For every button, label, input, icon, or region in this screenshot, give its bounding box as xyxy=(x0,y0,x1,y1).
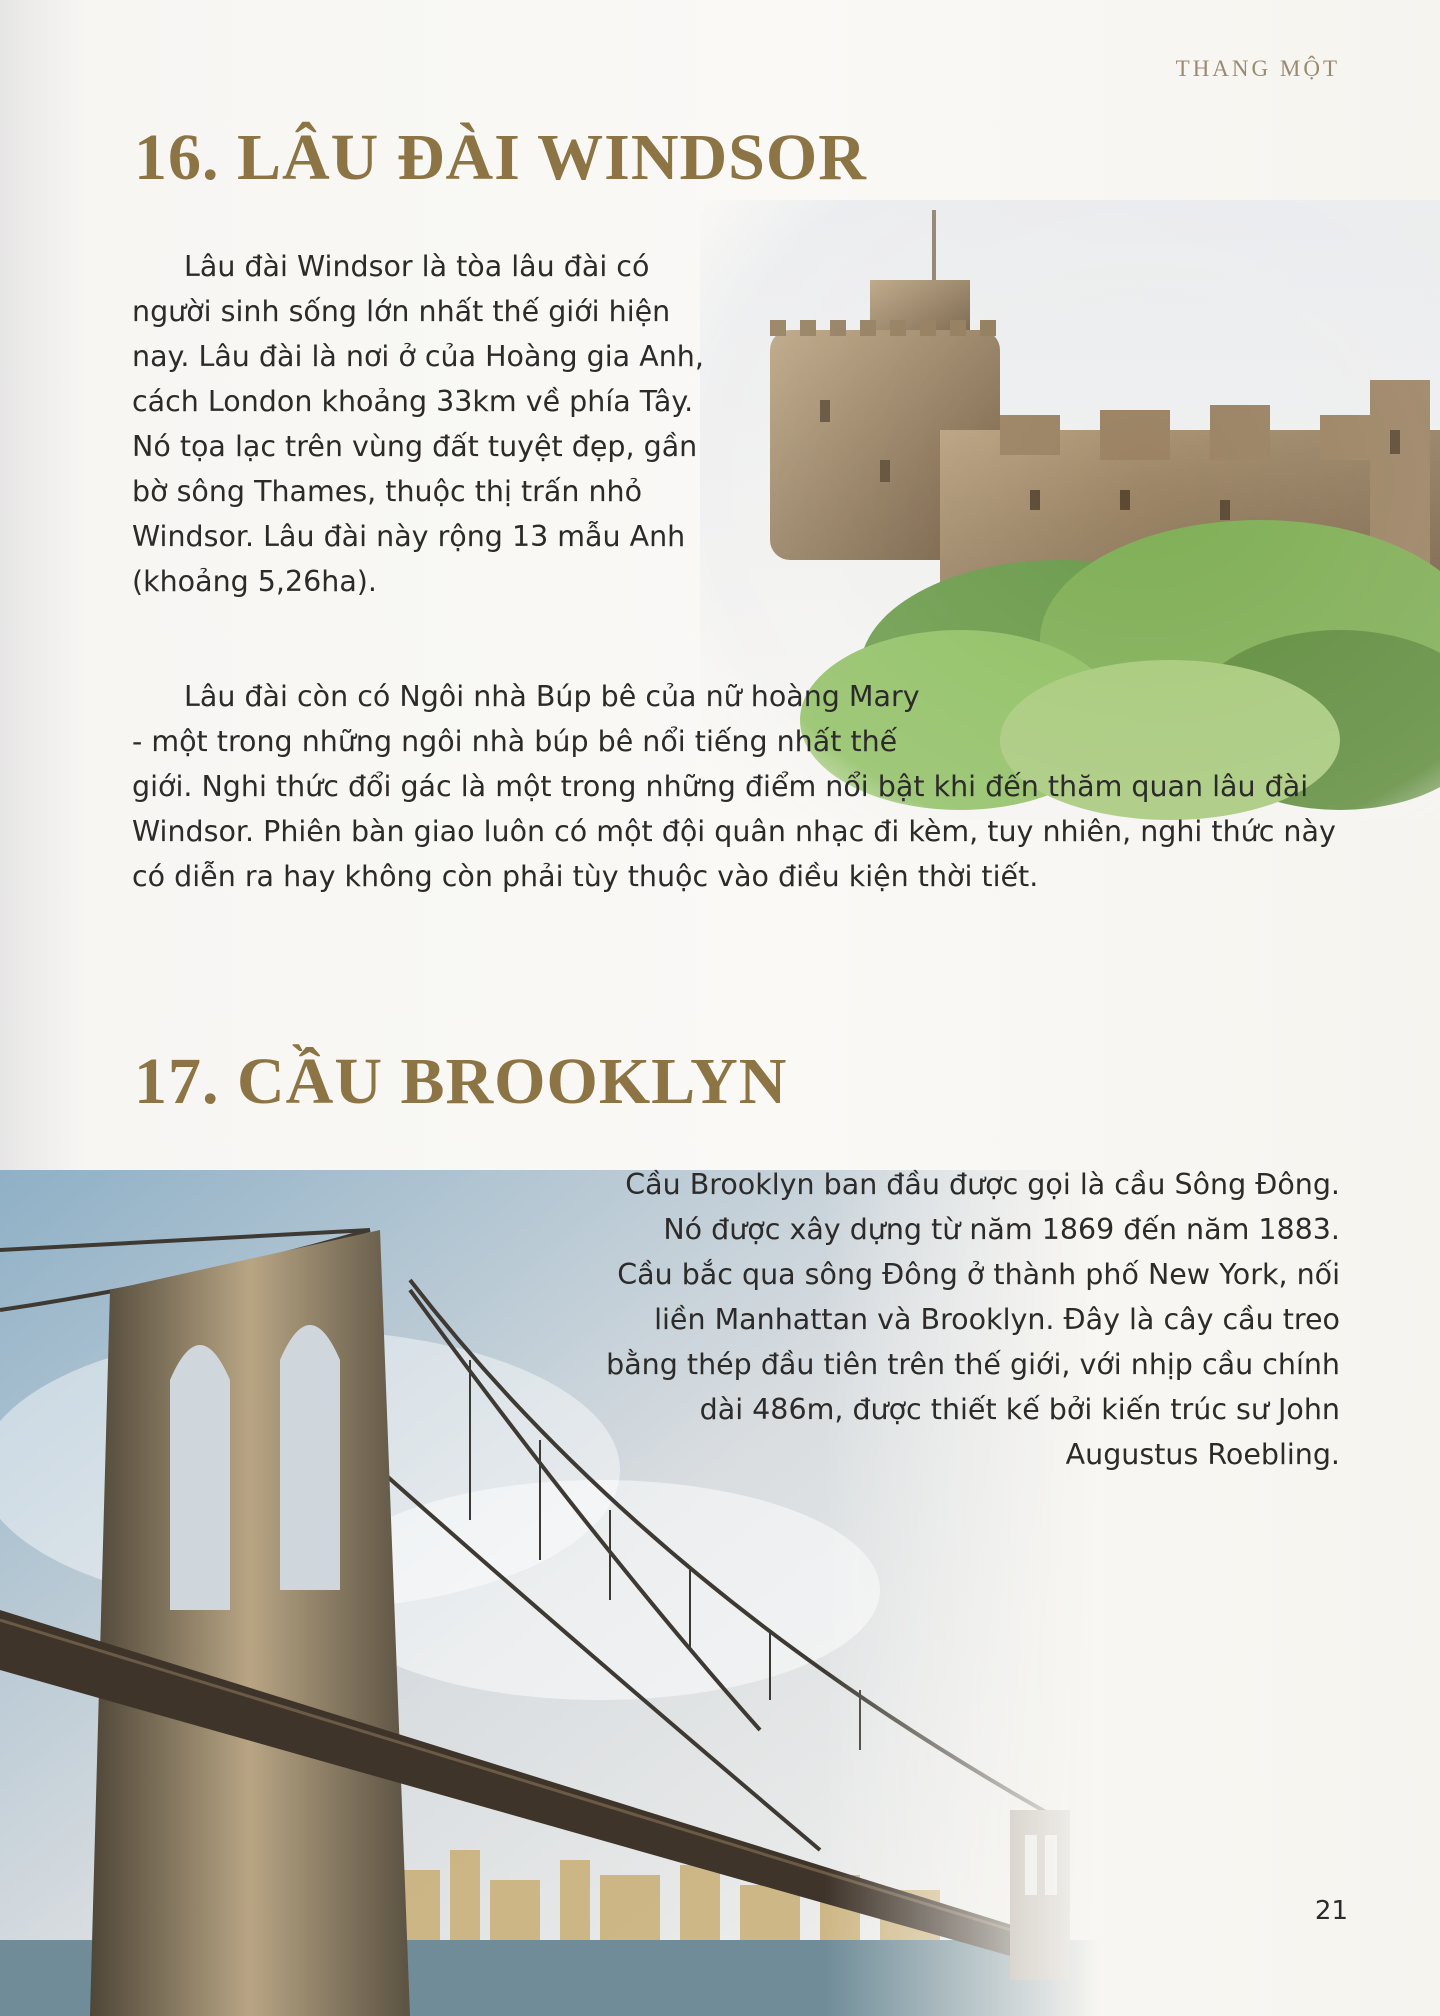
windsor-paragraph-2 xyxy=(132,674,1362,899)
section-title-brooklyn: 17. CẦU BROOKLYN xyxy=(134,1045,788,1118)
page-number: 21 xyxy=(1314,1896,1348,1926)
brooklyn-paragraph: Cầu Brooklyn ban đầu được gọi là cầu Sông Đông. Nó được xây dựng từ năm 1869 đến năm 1883. Cầu bắc qua sông Đông ở thành phố New York, nối liền Manhattan và Brooklyn. Đây là cây cầu treo bằng thép đầu tiên trên thế giới, với nhịp cầu chính dài 486m, được thiết kế bởi kiến trúc sư John Augustus Roebling. xyxy=(606,1168,1340,1471)
section-title-windsor: 16. LÂU ĐÀI WINDSOR xyxy=(134,121,867,194)
float-spacer xyxy=(922,674,1362,764)
running-header: THANG MỘT xyxy=(1175,56,1340,81)
windsor-paragraph-1: Lâu đài Windsor là tòa lâu đài có người sinh sống lớn nhất thế giới hiện nay. Lâu đài là nơi ở của Hoàng gia Anh, cách London khoảng 33km về phía Tây. Nó tọa lạc trên vùng đất tuyệt đẹp, gần bờ sông Thames, thuộc thị trấn nhỏ Windsor. Lâu đài này rộng 13 mẫu Anh (khoảng 5,26ha). xyxy=(132,250,704,598)
windsor-paragraph-2-text: Lâu đài còn có Ngôi nhà Búp bê của nữ hoàng Mary - một trong những ngôi nhà búp bê nổi tiếng nhất thế giới. Nghi thức đổi gác là một trong những điểm nổi bật khi đến thăm quan lâu đài Windsor. Phiên bàn giao luôn có một đội quân nhạc đi kèm, tuy nhiên, nghi thức này có diễn ra hay không còn phải tùy thuộc vào điều kiện thời tiết. xyxy=(132,680,1336,893)
